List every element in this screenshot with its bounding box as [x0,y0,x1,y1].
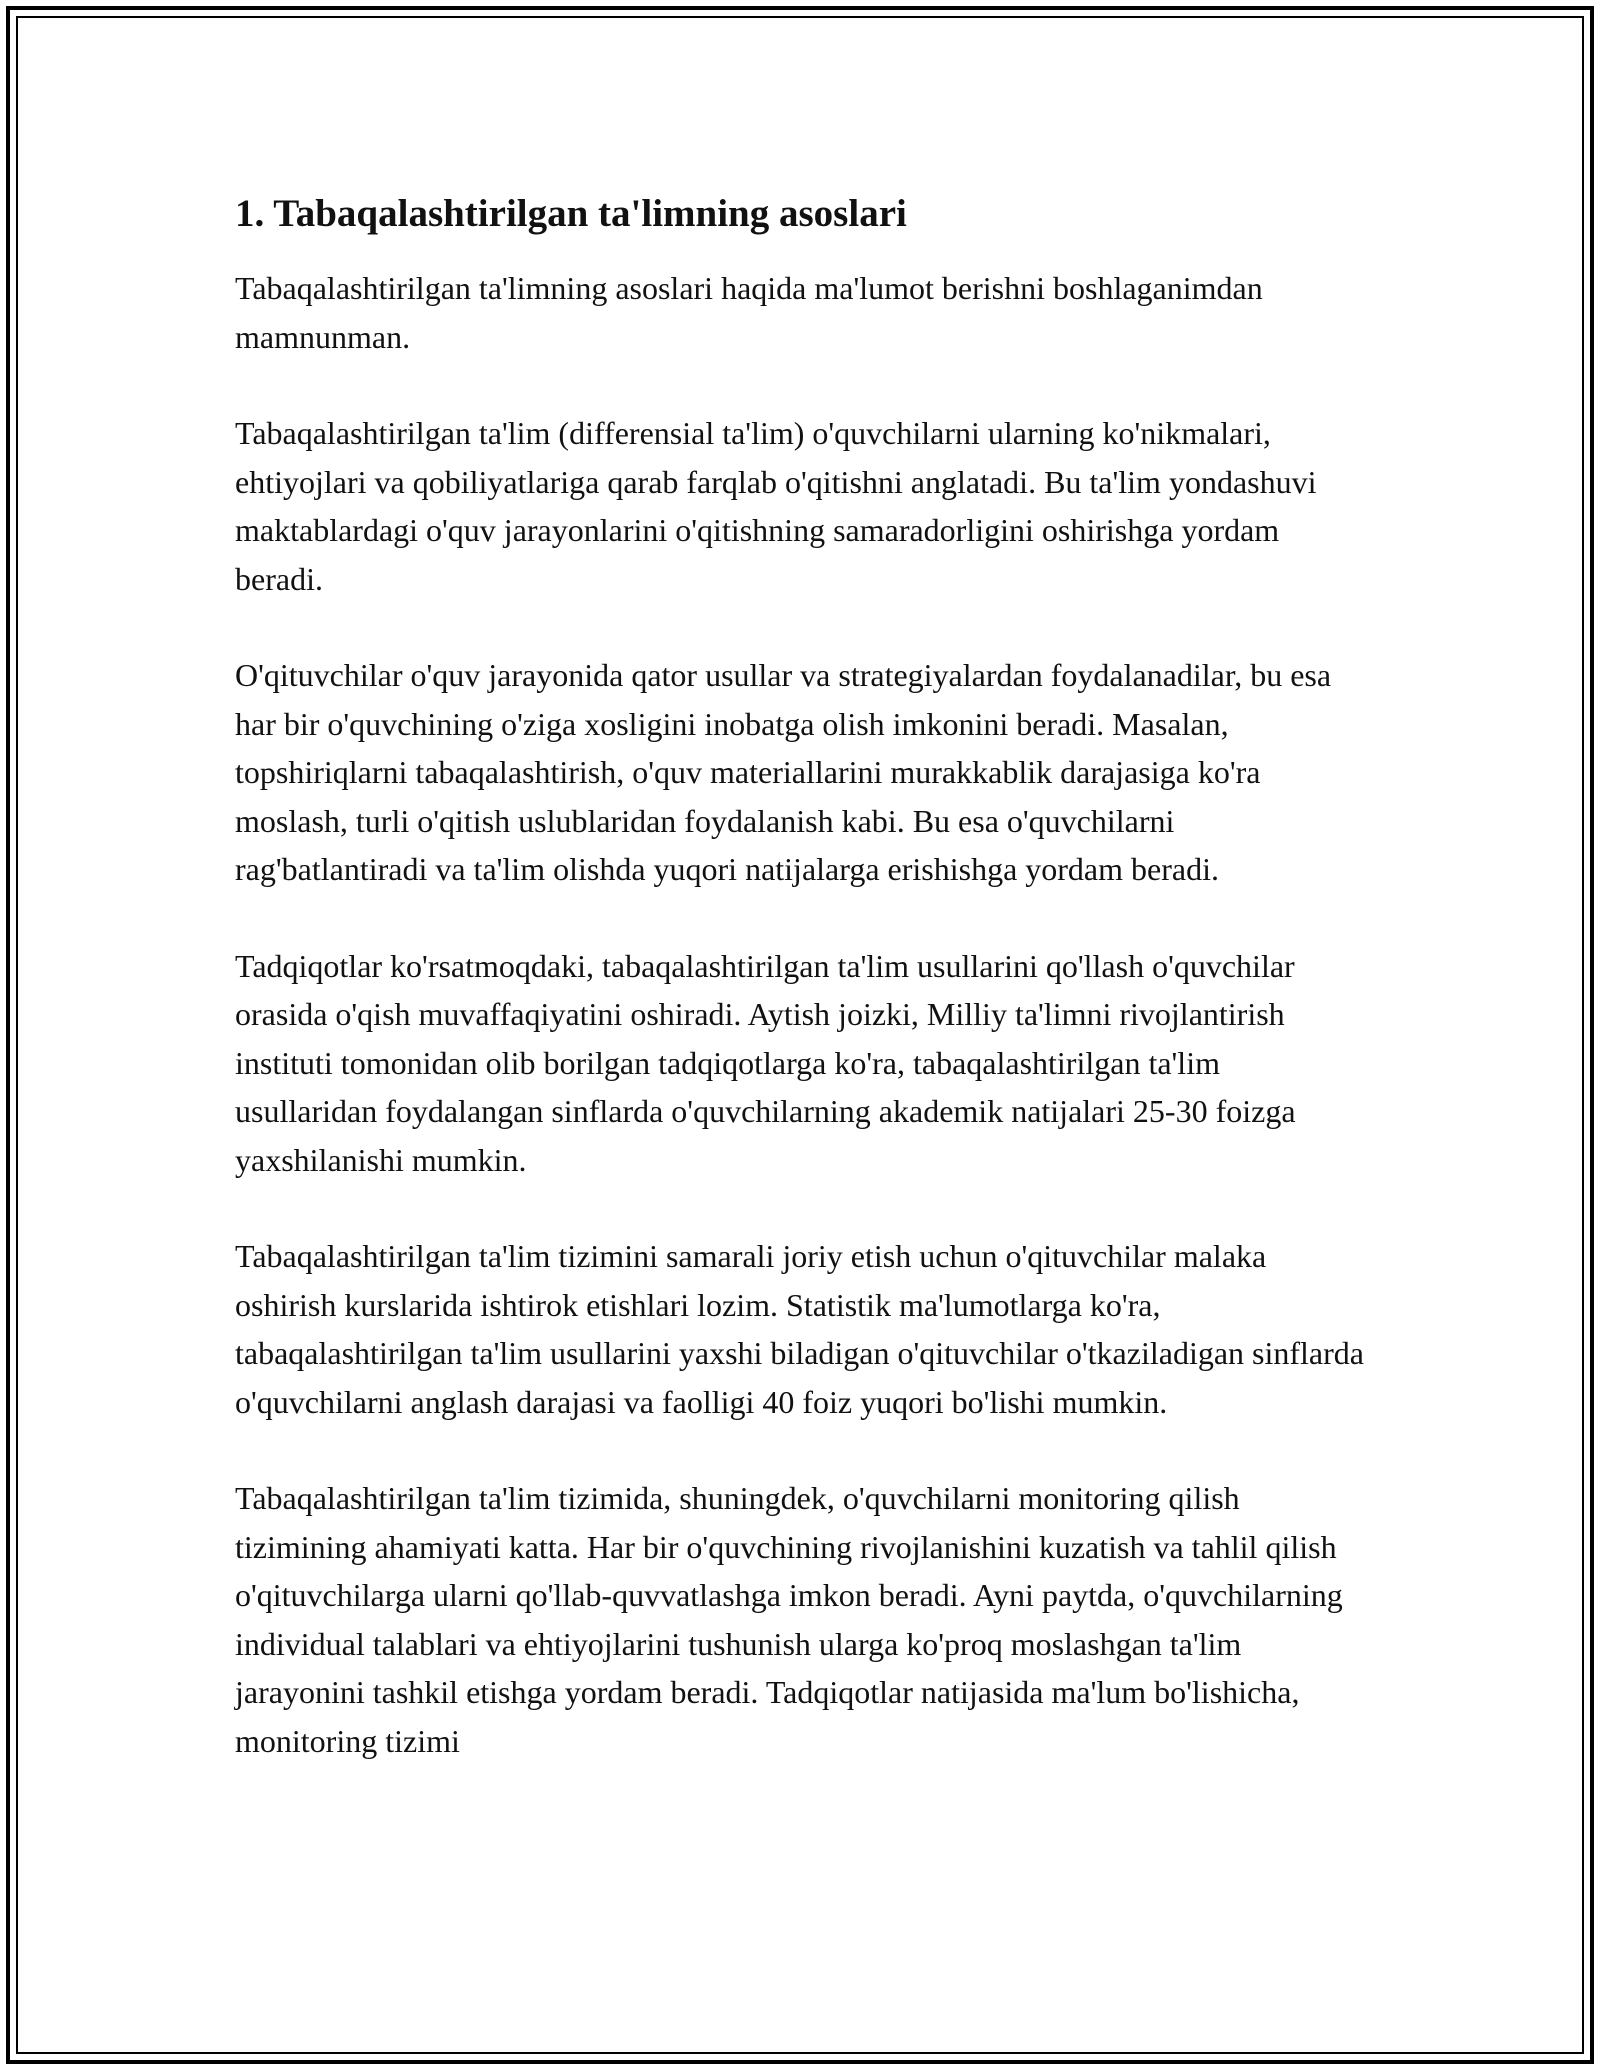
document-body [235,186,1365,1765]
paragraph-teacher-training: Tabaqalashtirilgan ta'lim tizimini samarali joriy etish uchun o'qituvchilar malaka oshirish kurslarida ishtirok etishlari lozim. Statistik ma'lumotlarga ko'ra, tabaqalashtirilgan ta'lim usullarini yaxshi biladigan o'qituvchilar o'tkaziladigan sinflarda o'quvchilarni anglash darajasi va faolligi 40 foiz yuqori bo'lishi mumkin. [235,1238,1364,1420]
paragraph-definition: Tabaqalashtirilgan ta'lim (differensial ta'lim) o'quvchilarni ularning ko'nikmalari, ehtiyojlari va qobiliyatlariga qarab farqlab o'qitishni anglatadi. Bu ta'lim yondashuvi maktablardagi o'quv jarayonlarini o'qitishning samaradorligini oshirishga yordam beradi. [235,415,1317,597]
section-heading: 1. Tabaqalashtirilgan ta'limning asoslari [235,192,907,235]
paragraph-intro: Tabaqalashtirilgan ta'limning asoslari haqida ma'lumot berishni boshlaganimdan mamnunman. [235,270,1263,355]
paragraph-research: Tadqiqotlar ko'rsatmoqdaki, tabaqalashtirilgan ta'lim usullarini qo'llash o'quvchilar orasida o'qish muvaffaqiyatini oshiradi. Aytish joizki, Milliy ta'limni rivojlantirish instituti tomonidan olib borilgan tadqiqotlarga ko'ra, tabaqalashtirilgan ta'lim usullaridan foydalangan sinflarda o'quvchilarning akademik natijalari 25-30 foizga yaxshilanishi mumkin. [235,947,1296,1178]
paragraph-methods: O'qituvchilar o'quv jarayonida qator usullar va strategiyalardan foydalanadilar, bu esa har bir o'quvchining o'ziga xosligini inobatga olish imkonini beradi. Masalan, topshiriqlarni tabaqalashtirish, o'quv materiallarini murakkablik darajasiga ko'ra moslash, turli o'qitish uslublaridan foydalanish kabi. Bu esa o'quvchilarni rag'batlantiradi va ta'lim olishda yuqori natijalarga erishishga yordam beradi. [235,657,1332,887]
paragraph-monitoring: Tabaqalashtirilgan ta'lim tizimida, shuningdek, o'quvchilarni monitoring qilish tizimining ahamiyati katta. Har bir o'quvchining rivojlanishini kuzatish va tahlil qilish o'qituvchilarga ularni qo'llab-quvvatlashga imkon beradi. Ayni paytda, o'quvchilarning individual talablari va ehtiyojlarini tushunish ularga ko'proq moslashgan ta'lim jarayonini tashkil etishga yordam beradi. Tadqiqotlar natijasida ma'lum bo'lishicha, monitoring tizimi [235,1480,1343,1759]
